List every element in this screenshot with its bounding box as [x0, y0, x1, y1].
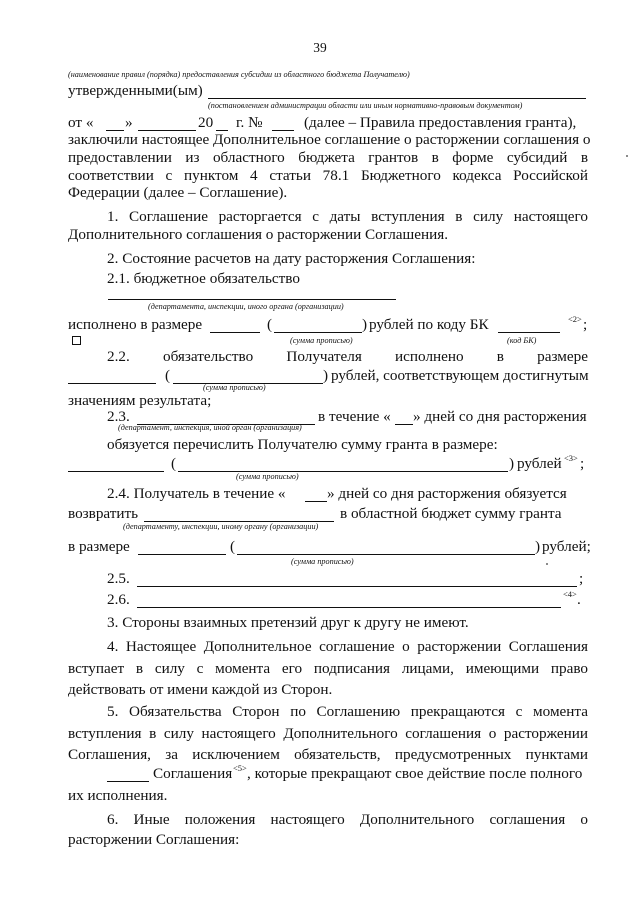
- item2-3-line2: обязуется перечислить Получателю сумму гранта в размере:: [107, 436, 498, 453]
- item4-line2: вступает в силу с момента его подписания лицами, имеющими право: [68, 660, 588, 677]
- caption-sum-words-2-4: (сумма прописью): [291, 557, 354, 566]
- item1-line2: Дополнительного соглашения о расторжении Соглашения.: [68, 226, 449, 243]
- approved-label: утвержденными(ым): [68, 82, 203, 99]
- blank-dept-2-1: [108, 299, 396, 300]
- caption-sum-words-2-1: (сумма прописью): [290, 336, 353, 345]
- caption-dept-2-1: (департамента, инспекции, иного органа (организации): [148, 302, 344, 311]
- caption-dept-dative: (департаменту, инспекции, иному органу (организации): [123, 522, 319, 531]
- caption-approved-by: (постановлением администрации области или иным нормативно-правовым документом): [208, 101, 523, 110]
- caption-rules: (наименование правил (порядка) предоставления субсидии из областного бюджета Получателю): [68, 70, 410, 79]
- item2-4-line3: в размере ( ) рублей;: [68, 538, 591, 555]
- date-line: от « » 20 г. № (далее – Правила предоставления гранта),: [68, 114, 577, 131]
- para1-line2: заключили настоящее Дополнительное соглашение о расторжении соглашения о: [68, 131, 591, 148]
- blank-approved-by: [208, 98, 586, 99]
- item6-line1: 6. Иные положения настоящего Дополнительного соглашения о: [107, 811, 588, 828]
- page-number: 39: [313, 40, 327, 55]
- para1-line4: соответствии с пунктом 4 статьи 78.1 Бюджетного кодекса Российской: [68, 167, 588, 184]
- caption-kbk: (код БК): [507, 336, 537, 345]
- item2-4-line2: возвратить в областной бюджет сумму гранта: [68, 505, 562, 522]
- item2-2-line1: 2.2. обязательство Получателя исполнено в размере: [107, 348, 588, 365]
- checkbox-glyph: [72, 336, 81, 345]
- caption-sum-words-2-2: (сумма прописью): [203, 383, 266, 392]
- item6-line2: расторжении Соглашения:: [68, 831, 240, 848]
- item2-3-line1: 2.3. в течение « » дней со дня расторжения: [107, 408, 587, 425]
- caption-dept-org-2-3: (департамент, инспекция, иной орган (организация): [118, 423, 302, 432]
- item2-2-line2: ( ) рублей, соответствующем достигнутым: [68, 367, 590, 387]
- item2-4-line1: 2.4. Получатель в течение « » дней со дня расторжения обязуется: [107, 485, 567, 502]
- item1-line1: 1. Соглашение расторгается с даты вступления в силу настоящего: [107, 208, 588, 225]
- item5-line5: их исполнения.: [68, 787, 168, 804]
- item5-line2: вступления в силу настоящего Дополнительного соглашения о расторжении: [68, 725, 588, 742]
- scan-speck: [626, 155, 628, 157]
- item3: 3. Стороны взаимных претензий друг к другу не имеют.: [107, 614, 469, 631]
- item2-6-line: 2.6. <4> .: [107, 589, 581, 608]
- item5-line3: Соглашения, за исключением обязательств, предусмотренных пунктами: [68, 746, 588, 763]
- item2-5-line: 2.5. ;: [107, 570, 584, 587]
- item2-title: 2. Состояние расчетов на дату расторжения Соглашения:: [107, 250, 476, 267]
- para1-line5: Федерации (далее – Соглашение).: [68, 184, 288, 201]
- caption-sum-words-2-3: (сумма прописью): [236, 472, 299, 481]
- item4-line3: действовать от имени каждой из Сторон.: [68, 681, 333, 698]
- item2-2-line3: значениям результата;: [68, 392, 212, 409]
- item5-line1: 5. Обязательства Сторон по Соглашению прекращаются с момента: [107, 703, 588, 720]
- item2-1-title: 2.1. бюджетное обязательство: [107, 270, 300, 287]
- para1-line3: предоставлении из областного бюджета грантов в форме субсидий в: [68, 149, 588, 166]
- item4-line1: 4. Настоящее Дополнительное соглашение о расторжении Соглашения: [107, 638, 588, 655]
- item5-line4: Соглашения <5> , которые прекращают свое действие после полного: [107, 765, 590, 785]
- item2-3-line3: ( ) рублей <3> ;: [68, 455, 593, 475]
- scan-speck: [546, 563, 548, 565]
- executed-line: исполнено в размере ( ) рублей по коду БК <2> ;: [68, 314, 588, 333]
